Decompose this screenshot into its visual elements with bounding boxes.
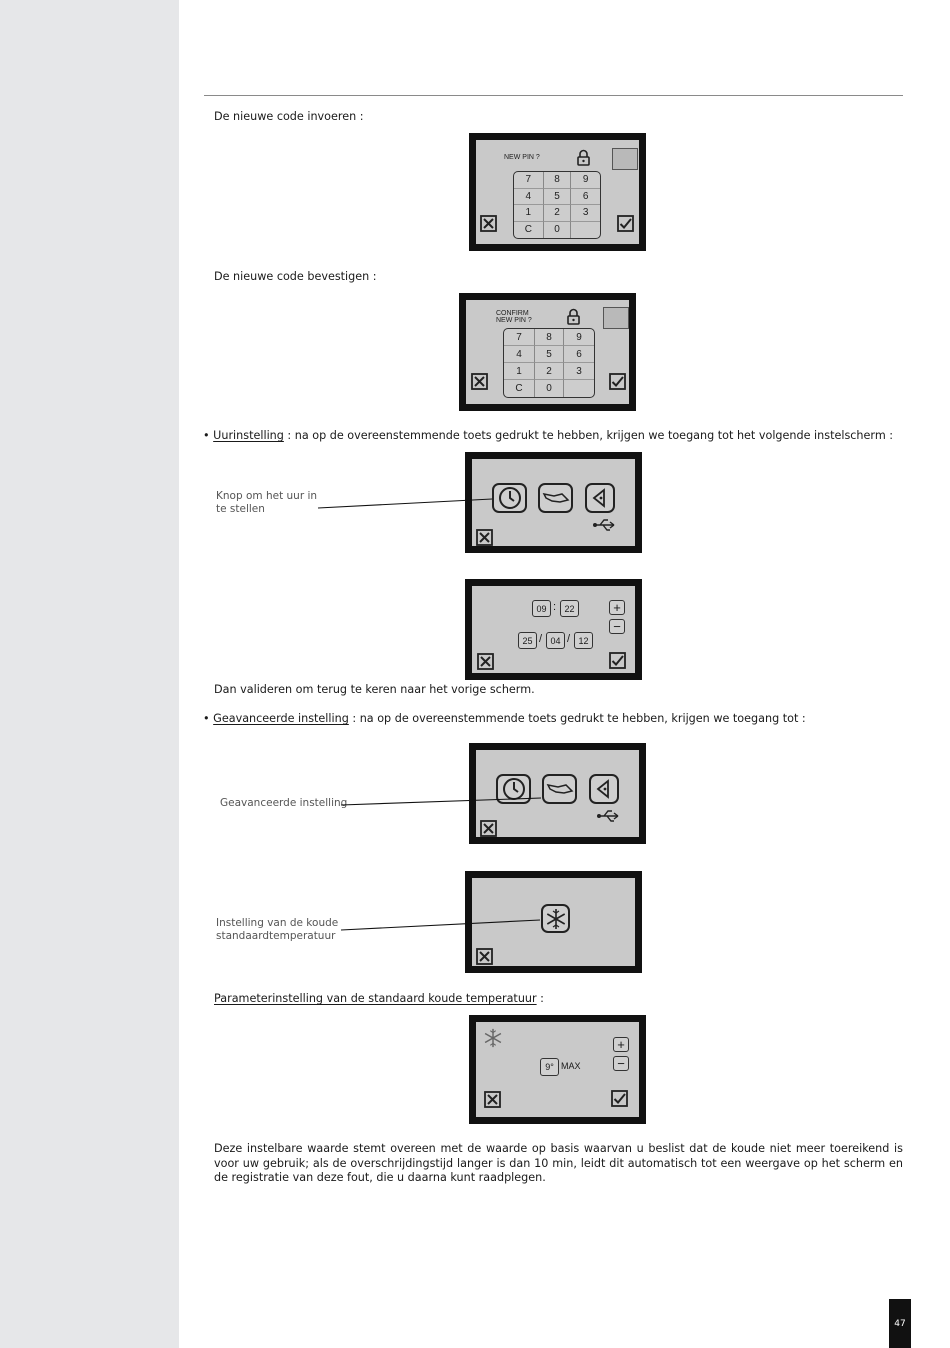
- keypad-key[interactable]: 9: [564, 329, 594, 346]
- new-pin-prompt: NEW PIN ?: [504, 154, 540, 161]
- plus-button[interactable]: +: [613, 1037, 629, 1052]
- minute-field[interactable]: 22: [560, 600, 579, 617]
- leader-line-cold: [341, 920, 540, 930]
- keypad-key[interactable]: 1: [514, 205, 543, 222]
- section-time-text: : na op de overeenstemmende toets gedrukt te hebben, krijgen we toegang tot het volgende instelscherm :: [283, 429, 894, 442]
- keypad-key[interactable]: 3: [564, 363, 594, 380]
- keypad-key[interactable]: 1: [504, 363, 534, 380]
- keypad-key[interactable]: 6: [564, 346, 594, 363]
- keypad-key[interactable]: 4: [504, 346, 534, 363]
- confirm-prompt-line2: NEW PIN ?: [496, 317, 532, 324]
- date-separator: /: [567, 633, 571, 645]
- keypad-key[interactable]: 5: [543, 189, 572, 206]
- temperature-value-field[interactable]: 9°: [540, 1058, 559, 1076]
- param-heading-colon: :: [536, 992, 544, 1005]
- keypad-key[interactable]: 6: [571, 189, 600, 206]
- callout-time-line2: te stellen: [216, 503, 265, 515]
- keypad-key[interactable]: 9: [571, 172, 600, 189]
- confirm-prompt-line1: CONFIRM: [496, 310, 529, 317]
- validate-text: Dan valideren om terug te keren naar het vorige scherm.: [214, 683, 535, 696]
- minus-button[interactable]: −: [613, 1056, 629, 1071]
- final-paragraph: Deze instelbare waarde stemt overeen met de waarde op basis waarvan u beslist dat de koude niet meer toereikend is voor uw gebruik; als de overschrijdingstijd langer is dan 10 min, leidt dit automatisch tot een weergave op het scherm en de registratie van deze fout, die u daarna kunt raadplegen.: [214, 1142, 903, 1184]
- param-heading-title: Parameterinstelling van de standaard koude temperatuur: [214, 992, 537, 1005]
- keypad-key-clear[interactable]: C: [524, 224, 532, 236]
- keypad-key[interactable]: 4: [514, 189, 543, 206]
- keypad-key[interactable]: 7: [504, 329, 534, 346]
- plus-button[interactable]: +: [609, 600, 625, 615]
- keypad-key[interactable]: 2: [534, 363, 564, 380]
- month-field[interactable]: 04: [546, 632, 565, 649]
- keypad-key[interactable]: 5: [534, 346, 564, 363]
- leader-line-advanced: [341, 798, 541, 805]
- keypad-key[interactable]: 0: [543, 222, 572, 239]
- minus-button[interactable]: −: [609, 619, 625, 634]
- year-field[interactable]: 12: [574, 632, 593, 649]
- callout-cold-line1: Instelling van de koude: [216, 917, 339, 929]
- leader-line-time: [318, 499, 492, 508]
- step2-caption: De nieuwe code bevestigen :: [214, 270, 377, 283]
- section-advanced-text: : na op de overeenstemmende toets gedrukt te hebben, krijgen we toegang tot :: [348, 712, 806, 725]
- keypad-key[interactable]: 3: [571, 205, 600, 222]
- callout-time-line1: Knop om het uur in: [216, 490, 318, 502]
- date-separator: /: [539, 633, 543, 645]
- keypad-key[interactable]: 0: [534, 380, 564, 397]
- keypad-key[interactable]: 8: [534, 329, 564, 346]
- callout-advanced: Geavanceerde instelling: [220, 797, 348, 809]
- section-time-title: Uurinstelling: [213, 429, 284, 442]
- hour-field[interactable]: 09: [532, 600, 551, 617]
- keypad-key[interactable]: 7: [514, 172, 543, 189]
- temperature-max-label: MAX: [561, 1061, 581, 1071]
- time-separator: :: [553, 601, 557, 613]
- bullet: •: [203, 712, 210, 725]
- day-field[interactable]: 25: [518, 632, 537, 649]
- keypad-key[interactable]: 8: [543, 172, 572, 189]
- page-number: 47: [889, 1299, 911, 1348]
- step1-caption: De nieuwe code invoeren :: [214, 110, 364, 123]
- keypad-key-clear[interactable]: C: [515, 383, 523, 394]
- keypad-key[interactable]: 2: [543, 205, 572, 222]
- callout-cold-line2: standaardtemperatuur: [216, 930, 336, 942]
- section-advanced-title: Geavanceerde instelling: [213, 712, 349, 725]
- bullet: •: [203, 429, 210, 442]
